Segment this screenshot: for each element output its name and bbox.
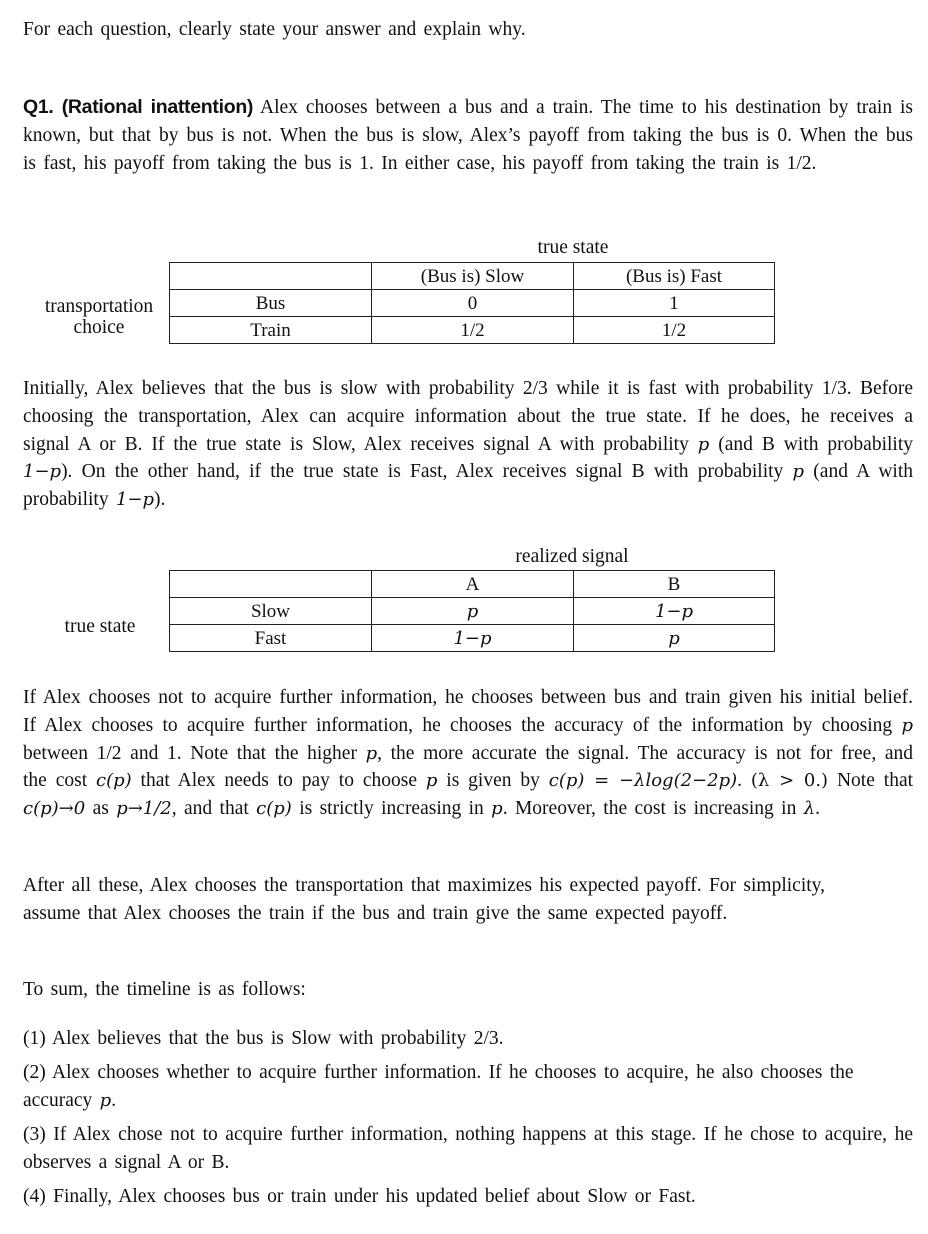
belief-text-1: Initially, Alex believes that the bus is slow with probability 2/3 while it is fast with probability 1/3. Before choosing the transportation, Alex can acquire information about the true state. If he does, he receives a signal A or B. If the true state is Slow, Alex receives signal A with probability — [23, 378, 913, 455]
signal-table-row-label: Fast — [170, 625, 372, 652]
timeline-intro: To sum, the timeline is as follows: — [23, 979, 306, 1000]
signal-table-row — [170, 625, 775, 652]
acquire-text-7: as — [85, 798, 117, 820]
payoff-table-header-row — [170, 263, 775, 290]
math-lambda: λ — [803, 798, 816, 820]
math-p-to-half: p→1/2 — [116, 798, 172, 820]
belief-text-5: ). — [154, 489, 166, 511]
signal-table-cell: 1−p — [372, 625, 574, 652]
math-p: p — [99, 1089, 112, 1111]
signal-table-col-header: A — [372, 571, 574, 598]
payoff-table-col-header: (Bus is) Fast — [574, 263, 775, 290]
acquire-text-10: . Moreover, the cost is increasing in — [502, 798, 804, 820]
math-p: p — [901, 714, 913, 736]
timeline-item: (1) Alex believes that the bus is Slow with probability 2/3. — [23, 1028, 504, 1049]
signal-table-corner-cell — [170, 571, 372, 598]
q1-paragraph — [23, 94, 913, 177]
math-p: p — [491, 798, 503, 820]
payoff-table-cell: 1/2 — [574, 317, 775, 344]
math-lambda-condition: (λ > 0.) — [750, 770, 829, 792]
signal-table-side-label: true state — [64, 616, 136, 637]
math-p: p — [425, 770, 438, 792]
signal-table-header-row — [170, 571, 775, 598]
math-one-minus-p: 1−p — [115, 489, 155, 511]
payoff-table-col-header: (Bus is) Slow — [372, 263, 574, 290]
payoff-table-row-label: Bus — [170, 290, 372, 317]
math-one-minus-p: 1−p — [23, 461, 62, 483]
math-p: p — [365, 742, 378, 764]
math-limit: c(p)→0 — [23, 798, 86, 820]
acquire-paragraph: If Alex chooses not to acquire further information, he chooses between bus and train given his initial belief. If Alex chooses to acquire further information, he chooses the accuracy of the information by choosing p between 1/2 and 1. Note that the higher p, the more accurate the signal. The accuracy is not for free, and the cost c(p) that Alex needs to pay to choose p is given by c(p) = −λlog(2−2p). (λ > 0.) Note that c(p)→0 as p→1/2, and that c(p) is strictly increasing in p. Moreover, the cost is increasing in λ. — [23, 687, 914, 820]
timeline-item-text: (2) Alex chooses whether to acquire further information. If he chooses to acquire, he also chooses the accuracy — [23, 1062, 854, 1111]
payoff-table-row — [170, 317, 775, 344]
q1-title: Q1. (Rational inattention) — [23, 96, 254, 118]
after-paragraph: After all these, Alex chooses the transportation that maximizes his expected payoff. For simplicity, assume that Alex chooses the train if the bus and train give the same expected payoff. — [23, 875, 826, 924]
payoff-table-top-label: true state — [537, 237, 609, 258]
q1-intro: Alex chooses between a bus and a train. The time to his destination by train is known, but that by bus is not. When the bus is slow, Alex’s payoff from taking the bus is 0. When the bus is fast, his payoff from taking the bus is 1. In either case, his payoff from taking the train is 1/2. — [23, 97, 913, 174]
acquire-text-8: , and that — [171, 798, 257, 820]
instruction-text: For each question, clearly state your answer and explain why. — [23, 19, 526, 40]
belief-text-2: (and B with probability — [709, 433, 913, 455]
math-c-p: c(p) — [96, 770, 132, 792]
timeline-item: (3) If Alex chose not to acquire further information, nothing happens at this stage. If he chose to acquire, he observes a signal A or B. — [23, 1124, 913, 1173]
acquire-text-5: is given by — [437, 770, 549, 792]
signal-table-row-label: Slow — [170, 598, 372, 625]
payoff-table — [169, 262, 775, 344]
signal-table-cell: 1−p — [574, 598, 775, 625]
payoff-table-cell: 0 — [372, 290, 574, 317]
signal-table-col-header: B — [574, 571, 775, 598]
payoff-table-cell: 1 — [574, 290, 775, 317]
signal-table-row — [170, 598, 775, 625]
acquire-text-3: , the more accurate the signal. The accuracy is not for free, and the cost — [23, 742, 913, 792]
acquire-text-1: If Alex chooses not to acquire further information, he chooses between bus and train given his initial belief. If Alex chooses to acquire further information, he chooses the accuracy of the information by choosing — [23, 687, 913, 736]
signal-table-cell: p — [574, 625, 775, 652]
acquire-text-4: that Alex needs to pay to choose — [131, 770, 426, 792]
math-p: p — [792, 461, 805, 483]
belief-text-4: (and A with probability — [23, 461, 913, 511]
payoff-table-row — [170, 290, 775, 317]
acquire-text-2: between 1/2 and 1. Note that the higher — [23, 742, 366, 764]
payoff-table-corner-cell — [170, 263, 372, 290]
acquire-text-11: . — [815, 798, 821, 820]
math-c-p: c(p) — [256, 798, 292, 820]
signal-table-top-label: realized signal — [515, 546, 629, 567]
math-p: p — [697, 433, 710, 455]
belief-paragraph — [23, 375, 913, 514]
acquire-text-9: is strictly increasing in — [291, 798, 492, 820]
payoff-table-row-label: Train — [170, 317, 372, 344]
signal-table — [169, 570, 775, 652]
timeline-item: (2) Alex chooses whether to acquire further information. If he chooses to acquire, he also chooses the accuracy p. — [23, 1062, 854, 1111]
signal-table-cell: p — [372, 598, 574, 625]
acquire-text-6: Note that — [828, 770, 914, 792]
timeline-item: (4) Finally, Alex chooses bus or train under his updated belief about Slow or Fast. — [23, 1186, 696, 1207]
math-cost-formula: c(p) = −λlog(2−2p) — [548, 770, 738, 792]
belief-text-3: ). On the other hand, if the true state is Fast, Alex receives signal B with probability — [61, 461, 793, 483]
payoff-table-side-label: transportation choice — [44, 296, 154, 338]
payoff-table-cell: 1/2 — [372, 317, 574, 344]
